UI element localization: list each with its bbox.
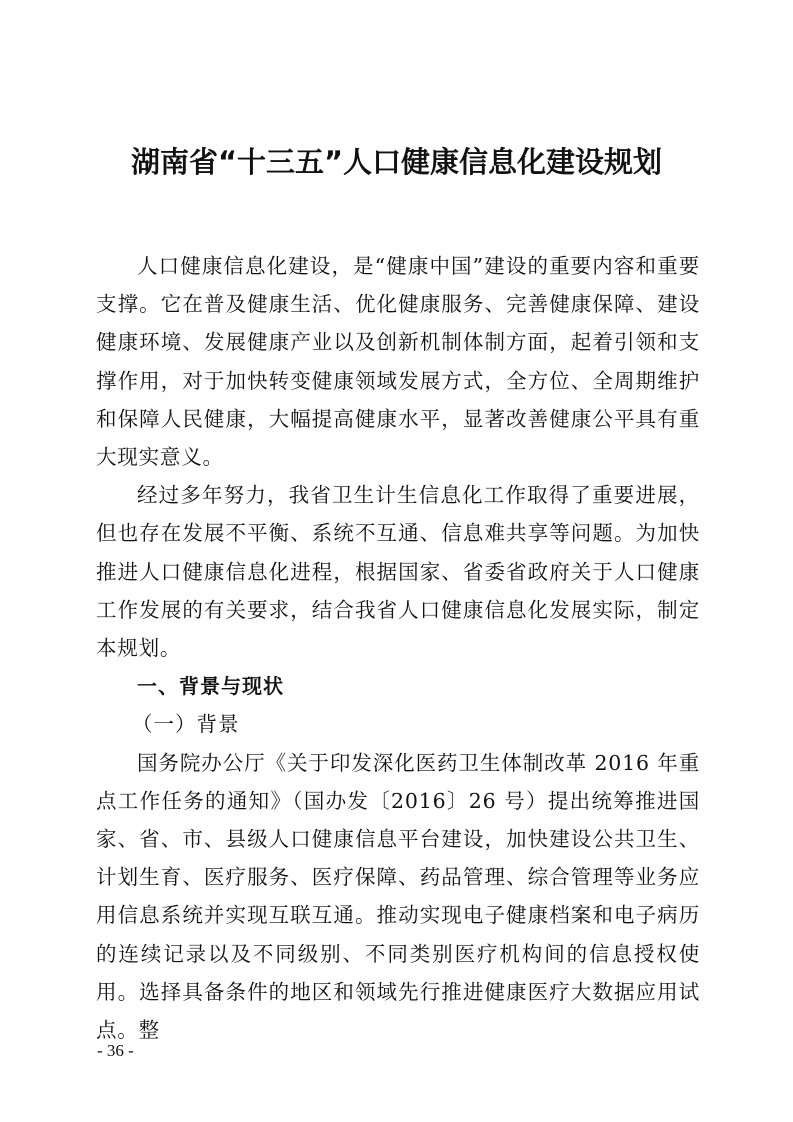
page-number: - 36 - (97, 1041, 134, 1060)
section-heading-background-status: 一、背景与现状 (137, 674, 284, 699)
document-title: 湖南省“十三五”人口健康信息化建设规划 (130, 145, 663, 179)
paragraph-purpose: 经过多年努力，我省卫生计生信息化工作取得了重要进展，但也存在发展不平衡、系统不互通、信息难共享等问题。为加快推进人口健康信息化进程，根据国家、省委省政府关于人口健康工作发展的有关要求，结合我省人口健康信息化发展实际，制定本规划。 (96, 483, 700, 661)
paragraph-introduction: 人口健康信息化建设，是“健康中国”建设的重要内容和重要支撑。它在普及健康生活、优化健康服务、完善健康保障、建设健康环境、发展健康产业以及创新机制体制方面，起着引领和支撑作用，对于加快转变健康领域发展方式，全方位、全周期维护和保障人民健康，大幅提高健康水平，显著改善健康公平具有重大现实意义。 (96, 254, 700, 470)
paragraph-background: 国务院办公厅《关于印发深化医药卫生体制改革 2016 年重点工作任务的通知》（国办发〔2016〕26 号）提出统筹推进国家、省、市、县级人口健康信息平台建设，加快建设公共卫生、计划生育、医疗服务、医疗保障、药品管理、综合管理等业务应用信息系统并实现互联互通。推动实现电子健康档案和电子病历的连续记录以及不同级别、不同类别医疗机构间的信息授权使用。选择具备条件的地区和领域先行推进健康医疗大数据应用试点。整 (96, 750, 700, 1043)
subsection-heading-background: （一）背景 (132, 712, 240, 737)
document-body (96, 247, 700, 1049)
